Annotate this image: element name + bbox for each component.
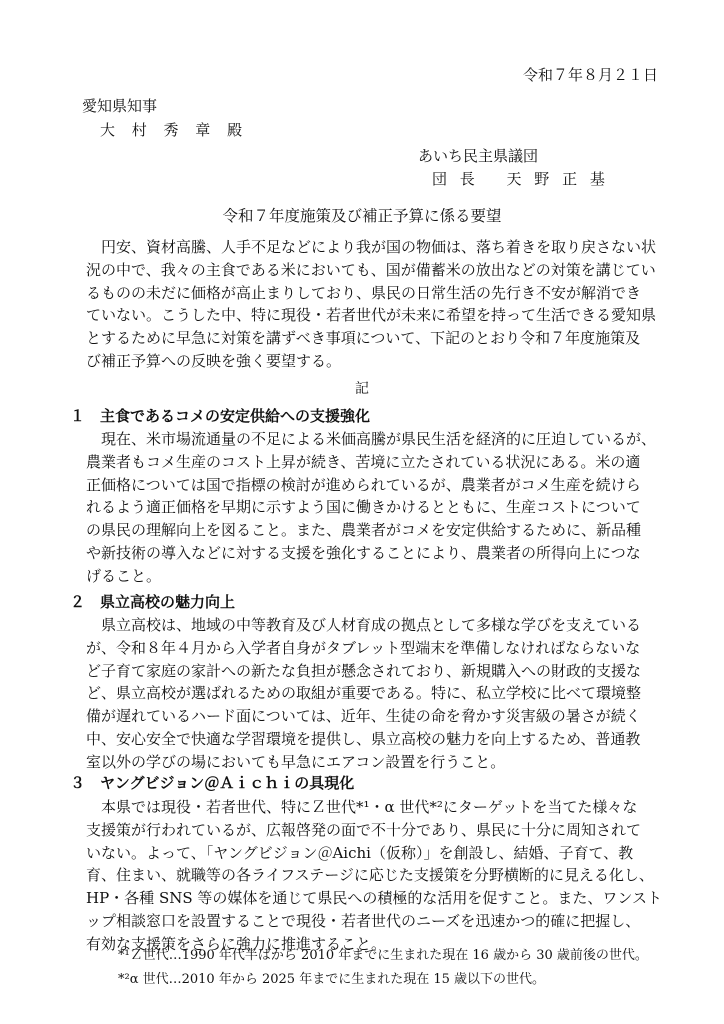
section-3-line: ップ相談窓口を設置することで現役・若者世代のニーズを迅速かつ的確に把握し、 [86, 911, 641, 930]
section-1-line: 農業者もコメ生産のコスト上昇が続き、苦境に立たされている状況にある。米の適 [86, 452, 641, 471]
footnote-z-generation: *¹Ｚ世代…1990 年代半ばから 2010 年までに生まれた現在 16 歳から 30 歳前後の世代。 [118, 948, 648, 963]
section-2-body [86, 614, 666, 774]
section-3-line: 有効な支援策をさらに強力に推進すること。 [86, 934, 387, 953]
section-1-line: れるよう適正価格を早期に示すよう国に働きかけるとともに、生産コストについて [86, 498, 641, 517]
intro-line: 況の中で、我々の主食である米においても、国が備蓄米の放出などの対策を講じてい [86, 260, 656, 279]
section-3-line: 本県では現役・若者世代、特にＺ世代*¹・α 世代*²にターゲットを当てた様々な [86, 798, 638, 816]
document-date: 令和７年８月２１日 [522, 66, 658, 84]
section-2-line: ど子育て家庭の家計への新たな負担が懸念されており、新規購入への財政的支援な [86, 661, 642, 680]
addressee-title: 愛知県知事 [82, 97, 158, 115]
section-2-heading: ２ 県立高校の魅力向上 [70, 593, 236, 611]
section-1-line: の県民の理解向上を図ること。また、農業者がコメを安定供給するために、新品種 [86, 521, 642, 540]
section-1-heading: １ 主食であるコメの安定供給への支援強化 [70, 407, 371, 425]
section-3-line: いない。よって、「ヤングビジョン＠Aichi（仮称）」を創設し、結婚、子育て、教 [86, 843, 634, 862]
document-title: 令和７年度施策及び補正予算に係る要望 [222, 207, 502, 225]
section-1-line: や新技術の導入などに対する支援を強化することにより、農業者の所得向上につな [86, 543, 641, 562]
section-2-line: ど、県立高校が選ばれるための取組が重要である。特に、私立学校に比べて環境整 [86, 684, 642, 703]
section-1-line: 現在、米市場流通量の不足による米価高騰が県民生活を経済的に圧迫しているが、 [86, 430, 657, 448]
section-2-line: 中、安心安全で快適な学習環境を提供し、県立高校の魅力を向上するため、普通教 [86, 729, 641, 748]
sender-name: 団 長 天 野 正 基 [432, 170, 609, 188]
intro-line: とするために早急に対策を講ずべき事項について、下記のとおり令和７年度施策及 [86, 329, 641, 348]
section-3-line: HP・各種 SNS 等の媒体を通じて県民への積極的な活用を促すこと。また、ワンスト [86, 889, 662, 908]
intro-line: び補正予算への反映を強く要望する。 [86, 351, 342, 370]
section-2-line: 備が遅れているハード面については、近年、生徒の命を脅かす災害級の暑さが続く [86, 707, 641, 726]
section-1-line: 正価格については国で指標の検討が進められているが、農業者がコメ生産を続けら [86, 475, 641, 494]
addressee-name: 大 村 秀 章 殿 [100, 121, 249, 139]
sender-organization: あいち民主県議団 [418, 147, 539, 165]
section-3-line: 育、住まい、就職等の各ライフステージに応じた支援策を分野横断的に見える化し、 [86, 866, 654, 885]
ki-marker: 記 [355, 381, 369, 397]
section-3-line: 支援策が行われているが、広報啓発の面で不十分であり、県民に十分に周知されて [86, 820, 642, 839]
intro-line: ていない。こうした中、特に現役・若者世代が未来に希望を持って生活できる愛知県 [86, 306, 657, 325]
section-2-line: 県立高校は、地域の中等教育及び人材育成の拠点として多様な学びを支えている [86, 616, 642, 634]
intro-paragraph [86, 236, 666, 373]
section-3-heading: ３ ヤングビジョン＠Ａｉｃｈｉの具現化 [70, 774, 355, 792]
section-2-line: が、令和８年４月から入学者自身がタブレット型端末を準備しなければならないな [86, 638, 641, 657]
section-1-body [86, 428, 666, 588]
footnote-alpha-generation: *²α 世代…2010 年から 2025 年までに生まれた現在 15 歳以下の世代。 [118, 972, 545, 987]
section-1-line: げること。 [86, 566, 162, 585]
intro-line: 円安、資材高騰、人手不足などにより我が国の物価は、落ち着きを取り戻さない状 [86, 238, 657, 256]
section-2-line: 室以外の学びの場においても早急にエアコン設置を行うこと。 [86, 752, 506, 771]
section-3-body [86, 796, 666, 956]
intro-line: るものの未だに価格が高止まりしており、県民の日常生活の先行き不安が解消でき [86, 283, 642, 302]
